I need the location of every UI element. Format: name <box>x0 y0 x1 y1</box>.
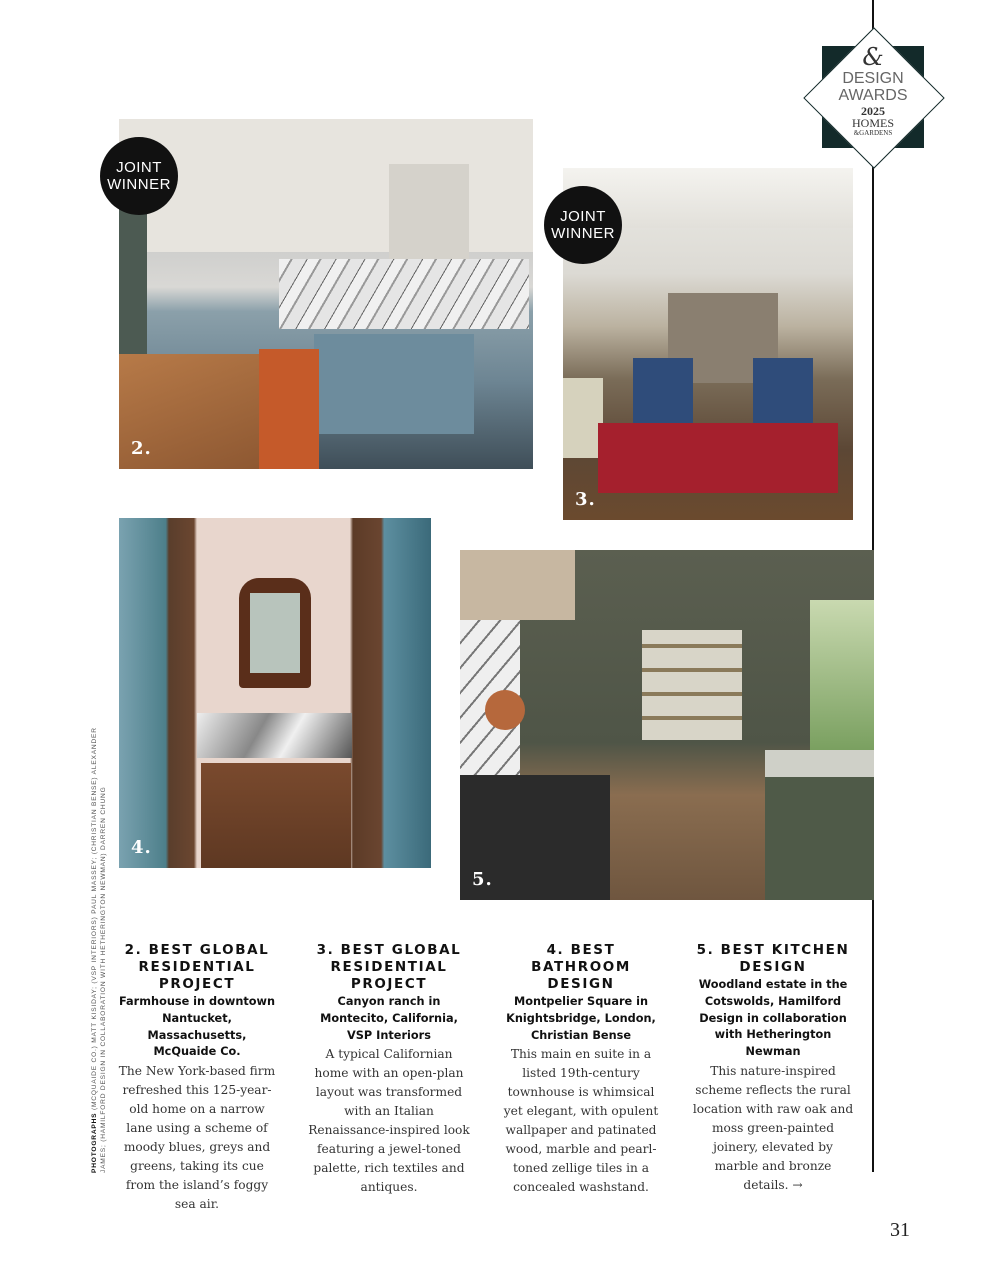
winner-line1: JOINT <box>116 159 162 176</box>
entry-body: A typical Californian home with an open-plan layout was transformed with an Italian Renaissance-inspired look featuring a jewel-toned palette, rich textiles and antiques. <box>308 1047 470 1195</box>
photo-detail <box>201 763 351 868</box>
photo-detail <box>259 349 319 469</box>
photo-detail <box>642 630 742 740</box>
photo-detail <box>250 593 300 673</box>
entry-body: This nature-inspired scheme reflects the rural location with raw oak and moss green-painted joinery, elevated by marble and bronze details. → <box>692 1063 854 1192</box>
photo-detail <box>119 209 147 359</box>
entry-body: This main en suite in a listed 19th-century townhouse is whimsical yet elegant, with opulent wallpaper and patinated wood, marble and pearl-toned zellige tiles in a concealed washstand. <box>503 1047 659 1195</box>
photo-number: 5. <box>472 869 493 890</box>
credit-line2: JAMES; (HAMILFORD DESIGN IN COLLABORATION WITH HETHERINGTON NEWMAN) DARREN CHUNG <box>100 786 107 1173</box>
photo-detail <box>279 259 529 329</box>
photo-number: 3. <box>575 489 596 510</box>
entry-heading: 5. BEST KITCHEN DESIGN <box>696 942 850 975</box>
entry-column <box>308 942 470 1197</box>
design-awards-badge <box>802 26 944 168</box>
photo-detail <box>633 358 693 428</box>
badge-text <box>802 44 944 137</box>
photo-detail <box>389 164 469 264</box>
badge-year: 2025 <box>861 104 885 118</box>
entry-subtitle: Farmhouse in downtown Nantucket, Massachusetts, McQuaide Co. <box>119 995 275 1059</box>
winner-line1: JOINT <box>560 208 606 225</box>
photo-nantucket-kitchen <box>119 119 533 469</box>
winner-line2: WINNER <box>551 225 615 242</box>
entry-heading: 2. BEST GLOBAL RESIDENTIAL PROJECT <box>124 942 270 992</box>
photo-detail <box>563 378 603 458</box>
joint-winner-badge <box>100 137 178 215</box>
photo-credits <box>90 713 108 1173</box>
entry-column <box>116 942 278 1214</box>
entry-subtitle: Woodland estate in the Cotswolds, Hamilford Design in collaboration with Hetherington Newman <box>698 978 848 1059</box>
photo-number: 4. <box>131 837 152 858</box>
entry-heading: 3. BEST GLOBAL RESIDENTIAL PROJECT <box>316 942 462 992</box>
photo-detail <box>485 690 525 730</box>
photo-detail <box>314 334 474 434</box>
entry-column <box>500 942 662 1197</box>
photo-detail <box>460 550 575 620</box>
badge-design: DESIGN <box>842 70 904 87</box>
winner-line2: WINNER <box>107 176 171 193</box>
badge-awards: AWARDS <box>838 87 908 104</box>
entry-heading: 4. BEST BATHROOM DESIGN <box>531 942 631 992</box>
badge-brand: HOMES <box>851 116 894 130</box>
photo-detail <box>197 713 352 758</box>
entry-subtitle: Canyon ranch in Montecito, California, VSP Interiors <box>320 995 458 1042</box>
credit-line1: (MCQUAIDE CO.) MATT KISIDAY; (VSP INTERIORS) PAUL MASSEY; (CHRISTIAN BENSE) ALEXANDER <box>91 727 98 1113</box>
photo-detail <box>598 423 838 493</box>
page-number: 31 <box>890 1219 910 1241</box>
photo-number: 2. <box>131 438 152 459</box>
photo-cotswolds-kitchen <box>460 550 874 900</box>
photo-detail <box>765 750 874 900</box>
photo-detail <box>810 600 874 750</box>
entry-body: The New York-based firm refreshed this 125-year-old home on a narrow lane using a scheme of moody blues, greys and greens, taking its cue from the island’s foggy sea air. <box>118 1064 276 1212</box>
badge-brand-sub: &GARDENS <box>853 129 893 137</box>
credit-label: PHOTOGRAPHS <box>91 1112 98 1173</box>
joint-winner-badge <box>544 186 622 264</box>
entry-subtitle: Montpelier Square in Knightsbridge, London, Christian Bense <box>506 995 656 1042</box>
photo-knightsbridge-bathroom <box>119 518 431 868</box>
entry-column <box>692 942 854 1195</box>
photo-detail <box>753 358 813 428</box>
badge-ampersand: & <box>862 43 884 71</box>
